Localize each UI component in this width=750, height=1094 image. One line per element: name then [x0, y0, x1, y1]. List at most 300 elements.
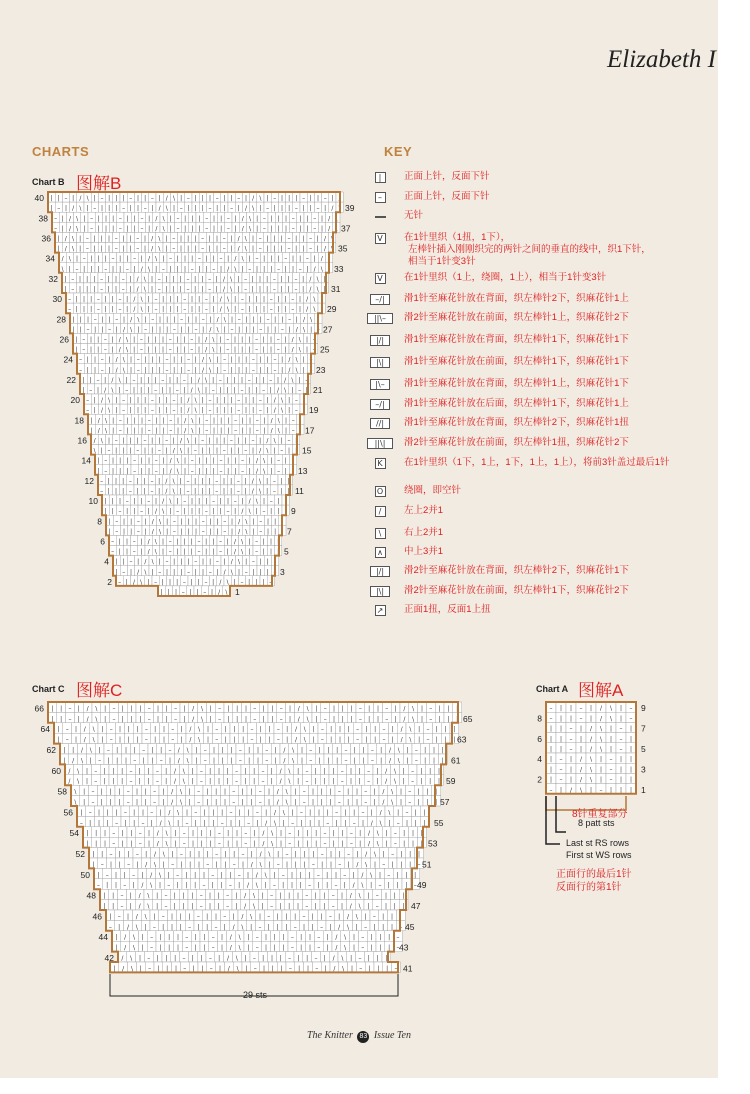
- chart-symbol: |: [93, 245, 96, 253]
- chart-symbol: /: [333, 965, 336, 973]
- chart-symbol: |: [317, 819, 321, 827]
- chart-symbol: –: [294, 397, 298, 405]
- chart-symbol: –: [169, 417, 173, 425]
- chart-symbol: –: [269, 296, 273, 304]
- chart-symbol: –: [136, 245, 140, 253]
- chart-symbol: /: [276, 799, 279, 806]
- chart-symbol: |: [160, 747, 163, 754]
- chart-symbol: |: [400, 851, 403, 858]
- chart-symbol: |: [255, 578, 258, 586]
- chart-symbol: /: [309, 286, 312, 293]
- chart-symbol: /: [237, 235, 240, 243]
- chart-symbol: |: [248, 387, 251, 394]
- key-heading: KEY: [384, 144, 413, 159]
- chart-symbol: |: [144, 316, 147, 324]
- chart-symbol: |: [185, 871, 188, 879]
- chart-symbol: |: [126, 215, 129, 223]
- chart-symbol: –: [291, 225, 295, 233]
- row-number: 45: [405, 921, 415, 932]
- chart-symbol: \: [273, 437, 276, 445]
- row-number: 6: [100, 536, 105, 547]
- chart-symbol: –: [266, 316, 270, 324]
- chart-symbol: /: [192, 715, 195, 723]
- chart-symbol: |: [302, 923, 306, 931]
- chart-symbol: |: [194, 316, 198, 324]
- row-number: 22: [66, 374, 76, 385]
- chart-symbol: –: [197, 799, 201, 806]
- chart-symbol: –: [258, 397, 262, 405]
- chart-symbol: –: [312, 346, 316, 354]
- chart-symbol: /: [115, 356, 118, 364]
- chart-symbol: |: [262, 296, 266, 304]
- chart-symbol: |: [435, 799, 438, 806]
- chart-symbol: |: [365, 736, 368, 744]
- chart-symbol: |: [180, 195, 183, 203]
- chart-symbol: /: [133, 296, 136, 304]
- chart-symbol: |: [86, 366, 89, 374]
- chart-symbol: |: [183, 538, 186, 546]
- chart-symbol: /: [219, 578, 222, 586]
- chart-symbol: –: [100, 275, 104, 283]
- chart-symbol: –: [288, 965, 292, 973]
- chart-symbol: /: [388, 747, 392, 754]
- chart-symbol: |: [230, 397, 233, 405]
- chart-symbol: |: [579, 746, 583, 753]
- chart-symbol: –: [106, 747, 110, 754]
- chart-symbol: /: [68, 767, 71, 775]
- chart-symbol: |: [311, 923, 314, 931]
- chart-symbol: –: [165, 558, 169, 566]
- chart-symbol: –: [68, 715, 72, 723]
- chart-symbol: –: [218, 705, 222, 713]
- chart-symbol: |: [308, 871, 311, 879]
- chart-symbol: |: [273, 871, 276, 879]
- chart-symbol: –: [426, 726, 430, 734]
- chart-symbol: /: [227, 265, 230, 273]
- chart-symbol: –: [196, 913, 200, 921]
- row-number: 2: [537, 774, 542, 785]
- chart-symbol: |: [202, 326, 205, 334]
- chart-symbol: –: [186, 195, 190, 203]
- chart-symbol: –: [54, 215, 58, 223]
- chart-symbol: |: [274, 326, 277, 334]
- chart-symbol: \: [373, 851, 377, 858]
- row-number: 57: [440, 797, 450, 807]
- chart-symbol: |: [100, 788, 103, 796]
- chart-symbol: –: [405, 809, 409, 817]
- chart-symbol: –: [294, 286, 298, 293]
- row-number: 59: [446, 776, 456, 787]
- chart-symbol: /: [147, 548, 150, 556]
- chart-symbol: /: [295, 326, 298, 334]
- chart-symbol: |: [414, 819, 417, 827]
- chart-symbol: \: [258, 477, 262, 485]
- chart-symbol: –: [280, 447, 284, 455]
- chart-symbol: \: [303, 726, 306, 734]
- chart-symbol: –: [183, 306, 187, 314]
- chart-symbol: –: [199, 767, 203, 775]
- chart-symbol: –: [305, 767, 309, 775]
- chart-symbol: –: [273, 568, 277, 576]
- chart-symbol: /: [313, 265, 316, 273]
- chart-symbol: |: [599, 766, 603, 774]
- chart-symbol: |: [266, 245, 269, 253]
- chart-symbol: |: [151, 205, 154, 213]
- chart-symbol: |: [263, 255, 266, 263]
- chart-symbol: \: [80, 757, 84, 765]
- chart-symbol: –: [208, 397, 212, 405]
- chart-symbol: –: [172, 528, 176, 536]
- chart-symbol: |: [168, 757, 172, 765]
- chart-symbol: |: [112, 427, 115, 435]
- chart-symbol: |: [367, 955, 370, 962]
- chart-symbol: |: [162, 923, 165, 931]
- chart-symbol: –: [382, 726, 386, 734]
- chart-symbol: |: [209, 316, 212, 324]
- chart-symbol: –: [408, 788, 412, 796]
- chart-symbol: |: [176, 265, 179, 273]
- chart-symbol: –: [201, 235, 205, 243]
- chart-symbol: |: [221, 747, 224, 754]
- chart-symbol: |: [288, 195, 291, 203]
- row-number: 4: [104, 556, 109, 567]
- chart-symbol: |: [411, 840, 415, 848]
- chart-symbol: –: [240, 296, 244, 304]
- chart-symbol: –: [265, 747, 269, 754]
- chart-symbol: |: [93, 356, 97, 364]
- chart-symbol: \: [158, 235, 161, 243]
- chart-symbol: /: [155, 215, 158, 223]
- chart-symbol: |: [143, 245, 147, 253]
- chart-symbol: –: [302, 799, 306, 806]
- chart-symbol: |: [285, 913, 288, 921]
- chart-symbol: |: [158, 316, 162, 324]
- chart-symbol: |: [559, 786, 563, 794]
- chart-symbol: |: [183, 705, 186, 713]
- chart-symbol: |: [378, 871, 382, 879]
- chart-symbol: |: [115, 447, 118, 455]
- chart-symbol: |: [238, 819, 241, 827]
- chart-symbol: |: [280, 275, 283, 283]
- chart-symbol: |: [187, 316, 190, 324]
- key-symbol-icon: –/|: [366, 398, 394, 411]
- chart-symbol: |: [619, 766, 623, 774]
- chart-c-grid: [28, 698, 498, 1003]
- chart-symbol: |: [108, 356, 111, 364]
- chart-symbol: |: [165, 568, 169, 576]
- chart-symbol: |: [97, 255, 100, 263]
- key-description-line3: 相当于1针变3针: [408, 256, 476, 267]
- chart-symbol: |: [198, 265, 201, 273]
- chart-symbol: |: [217, 903, 220, 910]
- chart-symbol: |: [144, 518, 147, 526]
- chart-symbol: –: [115, 316, 119, 324]
- chart-symbol: –: [186, 477, 190, 485]
- chart-symbol: /: [246, 882, 250, 890]
- chart-symbol: |: [286, 726, 289, 734]
- chart-symbol: |: [208, 477, 211, 485]
- chart-symbol: |: [332, 715, 336, 723]
- chart-symbol: |: [229, 871, 232, 879]
- chart-symbol: /: [187, 397, 190, 405]
- chart-symbol: \: [609, 705, 613, 713]
- chart-symbol: \: [191, 427, 194, 435]
- chart-symbol: \: [376, 840, 379, 848]
- chart-symbol: |: [329, 799, 332, 806]
- chart-symbol: |: [206, 923, 209, 931]
- chart-symbol: |: [209, 705, 212, 713]
- chart-symbol: /: [111, 376, 114, 384]
- chart-symbol: \: [313, 296, 316, 304]
- chart-symbol: |: [201, 205, 204, 213]
- key-symbol-icon: //|: [366, 417, 394, 430]
- chart-symbol: |: [227, 705, 230, 713]
- row-number: 26: [59, 334, 69, 345]
- chart-symbol: |: [162, 861, 165, 869]
- chart-symbol: |: [341, 715, 344, 723]
- chart-symbol: /: [168, 809, 171, 817]
- chart-symbol: |: [218, 955, 221, 962]
- chart-symbol: |: [217, 767, 221, 775]
- chart-symbol: |: [234, 467, 237, 475]
- chart-symbol: |: [353, 809, 356, 817]
- chart-symbol: |: [133, 508, 136, 516]
- chart-symbol: |: [284, 336, 287, 344]
- chart-symbol: |: [183, 548, 186, 556]
- chart-symbol: –: [150, 477, 154, 485]
- chart-symbol: |: [235, 903, 238, 910]
- row-number: 8: [97, 516, 102, 527]
- chart-symbol: –: [276, 736, 280, 744]
- key-symbol-icon: ↗: [366, 604, 394, 617]
- chart-symbol: /: [68, 215, 72, 223]
- chart-symbol: |: [311, 788, 315, 796]
- chart-symbol: |: [273, 944, 276, 952]
- chart-symbol: |: [405, 882, 408, 890]
- row-number: 13: [298, 465, 308, 476]
- chart-symbol: |: [112, 778, 115, 786]
- chart-symbol: |: [180, 528, 183, 536]
- key-item: [366, 437, 696, 453]
- chart-symbol: |: [215, 235, 219, 243]
- chart-symbol: |: [263, 417, 266, 425]
- chart-symbol: |: [89, 336, 93, 344]
- chart-symbol: |: [248, 538, 251, 546]
- chart-symbol: |: [237, 366, 241, 374]
- chart-symbol: |: [185, 809, 189, 817]
- chart-symbol: \: [144, 913, 147, 921]
- chart-symbol: |: [386, 965, 389, 973]
- chart-symbol: –: [399, 923, 403, 931]
- chart-symbol: |: [281, 356, 284, 364]
- chart-symbol: |: [277, 225, 280, 233]
- chart-symbol: |: [156, 892, 159, 900]
- chart-symbol: –: [320, 923, 324, 931]
- chart-symbol: |: [248, 427, 252, 435]
- chart-symbol: |: [435, 736, 438, 744]
- chart-symbol: –: [241, 851, 245, 858]
- row-number: 33: [334, 263, 344, 274]
- chart-symbol: –: [299, 809, 303, 817]
- chart-symbol: |: [98, 747, 101, 754]
- chart-symbol: |: [208, 903, 212, 910]
- chart-symbol: |: [411, 830, 415, 838]
- chart-symbol: |: [305, 387, 308, 394]
- chart-symbol: \: [338, 205, 341, 213]
- chart-symbol: –: [349, 840, 353, 848]
- chart-symbol: |: [324, 965, 327, 973]
- chart-symbol: |: [262, 538, 265, 546]
- chart-symbol: |: [179, 286, 182, 293]
- chart-symbol: –: [154, 467, 158, 475]
- chart-symbol: |: [323, 892, 326, 900]
- row-number: 2: [107, 576, 112, 587]
- chart-symbol: –: [182, 840, 186, 848]
- chart-symbol: –: [126, 788, 130, 796]
- chart-symbol: |: [402, 778, 405, 786]
- chart-symbol: –: [109, 736, 113, 744]
- chart-symbol: |: [198, 306, 201, 314]
- chart-symbol: –: [240, 578, 244, 586]
- chart-symbol: \: [176, 457, 179, 465]
- chart-symbol: /: [279, 767, 282, 775]
- chart-symbol: –: [157, 275, 161, 283]
- chart-symbol: |: [95, 830, 98, 838]
- chart-symbol: |: [380, 757, 383, 765]
- chart-symbol: –: [104, 457, 108, 465]
- chart-symbol: \: [248, 225, 252, 233]
- chart-symbol: |: [119, 467, 122, 475]
- chart-symbol: –: [79, 356, 83, 364]
- chart-symbol: |: [147, 387, 150, 394]
- chart-symbol: |: [216, 356, 219, 364]
- chart-symbol: |: [108, 195, 111, 203]
- chart-symbol: |: [208, 235, 211, 243]
- chart-symbol: |: [288, 205, 291, 213]
- chart-symbol: –: [150, 809, 154, 817]
- chart-symbol: |: [629, 786, 633, 794]
- chart-symbol: –: [255, 346, 259, 354]
- chart-symbol: –: [226, 892, 230, 900]
- chart-symbol: |: [176, 934, 180, 942]
- chart-symbol: |: [277, 508, 280, 516]
- chart-symbol: \: [76, 225, 79, 233]
- chart-symbol: /: [589, 746, 593, 753]
- chart-symbol: /: [332, 955, 335, 962]
- chart-symbol: –: [236, 488, 240, 495]
- chart-symbol: –: [197, 788, 201, 796]
- chart-symbol: |: [109, 861, 113, 869]
- chart-symbol: |: [273, 205, 276, 213]
- row-number: 60: [51, 765, 61, 776]
- chart-symbol: |: [219, 498, 222, 506]
- key-symbol-icon: |\–: [366, 378, 394, 391]
- chart-symbol: –: [112, 715, 116, 723]
- chart-symbol: /: [189, 726, 192, 734]
- chart-symbol: \: [200, 705, 204, 713]
- chart-symbol: /: [382, 799, 385, 806]
- chart-symbol: –: [199, 903, 203, 910]
- chart-symbol: |: [271, 705, 274, 713]
- chart-symbol: |: [212, 467, 215, 475]
- chart-symbol: –: [168, 538, 172, 546]
- chart-symbol: /: [403, 715, 406, 723]
- chart-symbol: |: [270, 508, 273, 516]
- chart-symbol: |: [194, 245, 197, 253]
- chart-symbol: \: [258, 488, 262, 495]
- chart-symbol: /: [156, 840, 159, 848]
- chart-symbol: –: [104, 265, 108, 273]
- chart-symbol: |: [90, 265, 93, 273]
- chart-symbol: |: [336, 747, 339, 754]
- chart-symbol: |: [267, 788, 271, 796]
- chart-symbol: |: [202, 871, 206, 879]
- chart-symbol: |: [317, 882, 320, 890]
- chart-symbol: |: [122, 245, 125, 253]
- chart-symbol: –: [155, 767, 159, 775]
- chart-symbol: /: [241, 913, 244, 921]
- chart-symbol: |: [167, 589, 170, 596]
- chart-symbol: |: [373, 799, 376, 806]
- chart-symbol: |: [82, 296, 86, 304]
- chart-symbol: –: [194, 558, 198, 566]
- chart-symbol: |: [104, 225, 108, 233]
- chart-symbol: |: [230, 407, 233, 415]
- chart-symbol: –: [204, 296, 208, 304]
- chart-symbol: |: [189, 861, 192, 869]
- chart-symbol: |: [165, 767, 168, 775]
- chart-symbol: |: [384, 903, 388, 910]
- chart-symbol: –: [154, 578, 158, 586]
- chart-symbol: |: [180, 736, 183, 744]
- chart-symbol: |: [282, 882, 285, 890]
- key-symbol-icon: O: [366, 485, 394, 498]
- chart-symbol: \: [153, 861, 157, 869]
- chart-a-first-st: First st WS rows: [566, 850, 632, 860]
- chart-symbol: |: [417, 788, 420, 796]
- chart-symbol: \: [93, 447, 96, 455]
- chart-symbol: |: [215, 788, 218, 796]
- chart-symbol: \: [71, 235, 75, 243]
- chart-symbol: –: [391, 851, 395, 858]
- key-symbol-icon: |\|: [366, 585, 394, 598]
- chart-symbol: –: [188, 923, 192, 931]
- chart-symbol: \: [151, 558, 154, 566]
- chart-symbol: |: [57, 245, 60, 253]
- chart-symbol: –: [157, 447, 161, 455]
- chart-symbol: |: [147, 578, 150, 586]
- chart-symbol: |: [343, 882, 346, 890]
- chart-symbol: |: [230, 518, 234, 526]
- chart-symbol: |: [147, 467, 151, 475]
- chart-symbol: |: [394, 715, 397, 723]
- chart-symbol: –: [262, 508, 266, 516]
- chart-symbol: |: [300, 819, 303, 827]
- chart-symbol: –: [90, 225, 94, 233]
- chart-symbol: –: [100, 366, 104, 374]
- chart-symbol: /: [165, 488, 168, 495]
- chart-symbol: |: [259, 437, 262, 445]
- chart-symbol: |: [147, 840, 151, 848]
- chart-symbol: |: [262, 965, 266, 973]
- chart-symbol: |: [136, 397, 140, 405]
- chart-symbol: |: [150, 819, 153, 827]
- chart-symbol: |: [78, 275, 82, 283]
- chart-symbol: |: [350, 955, 353, 962]
- chart-symbol: |: [121, 715, 124, 723]
- chart-symbol: |: [112, 903, 115, 910]
- chart-symbol: |: [234, 225, 237, 233]
